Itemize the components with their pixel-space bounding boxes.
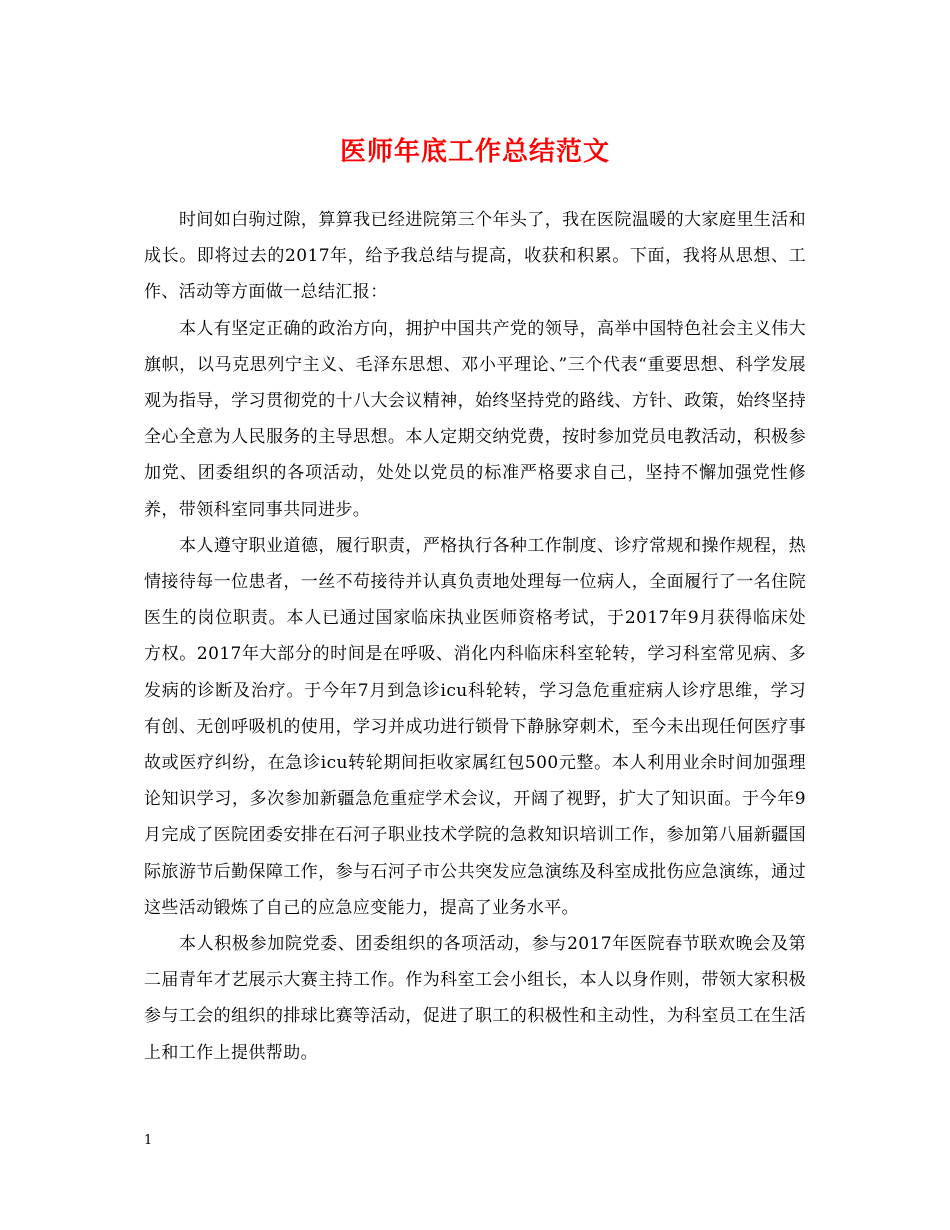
paragraph-work-duties: 本人遵守职业道德，履行职责，严格执行各种工作制度、诊疗常规和操作规程，热情接待每一位患者，一丝不苟接待并认真负责地处理每一位病人，全面履行了一名住院医生的岗位职责。本人已通过国家临床执业医师资格考试，于2017年9月获得临床处方权。2017年大部分的时间是在呼吸、消化内科临床科室轮转，学习科室常见病、多发病的诊断及治疗。于今年7月到急诊icu科轮转，学习急危重症病人诊疗思维，学习有创、无创呼吸机的使用，学习并成功进行锁骨下静脉穿刺术，至今未出现任何医疗事故或医疗纠纷，在急诊icu转轮期间拒收家属红包500元整。本人利用业余时间加强理论知识学习，多次参加新疆急危重症学术会议，开阔了视野，扩大了知识面。于今年9月完成了医院团委安排在石河子职业技术学院的急救知识培训工作，参加第八届新疆国际旅游节后勤保障工作，参与石河子市公共突发应急演练及科室成批伤应急演练，通过这些活动锻炼了自己的应急应变能力，提高了业务水平。 [144, 535, 806, 918]
page-number: 1 [144, 1133, 153, 1148]
paragraph-intro: 时间如白驹过隙，算算我已经进院第三个年头了，我在医院温暖的大家庭里生活和成长。即将过去的2017年，给予我总结与提高，收获和积累。下面，我将从思想、工作、活动等方面做一总结汇报： [144, 210, 806, 303]
document-body [144, 202, 806, 1071]
document-title: 医师年底工作总结范文 [339, 137, 610, 167]
paragraph-political-thought: 本人有坚定正确的政治方向，拥护中国共产党的领导，高举中国特色社会主义伟大旗帜，以马克思列宁主义、毛泽东思想、邓小平理论、”三个代表“重要思想、科学发展观为指导，学习贯彻党的十八大会议精神，始终坚持党的路线、方针、政策，始终坚持全心全意为人民服务的主导思想。本人定期交纳党费，按时参加党员电教活动，积极参加党、团委组织的各项活动，处处以党员的标准严格要求自己，坚持不懈加强党性修养，带领科室同事共同进步。 [144, 318, 806, 520]
paragraph-activities: 本人积极参加院党委、团委组织的各项活动，参与2017年医院春节联欢晚会及第二届青年才艺展示大赛主持工作。作为科室工会小组长，本人以身作则，带领大家积极参与工会的组织的排球比赛等活动，促进了职工的积极性和主动性，为科室员工在生活上和工作上提供帮助。 [144, 934, 806, 1063]
